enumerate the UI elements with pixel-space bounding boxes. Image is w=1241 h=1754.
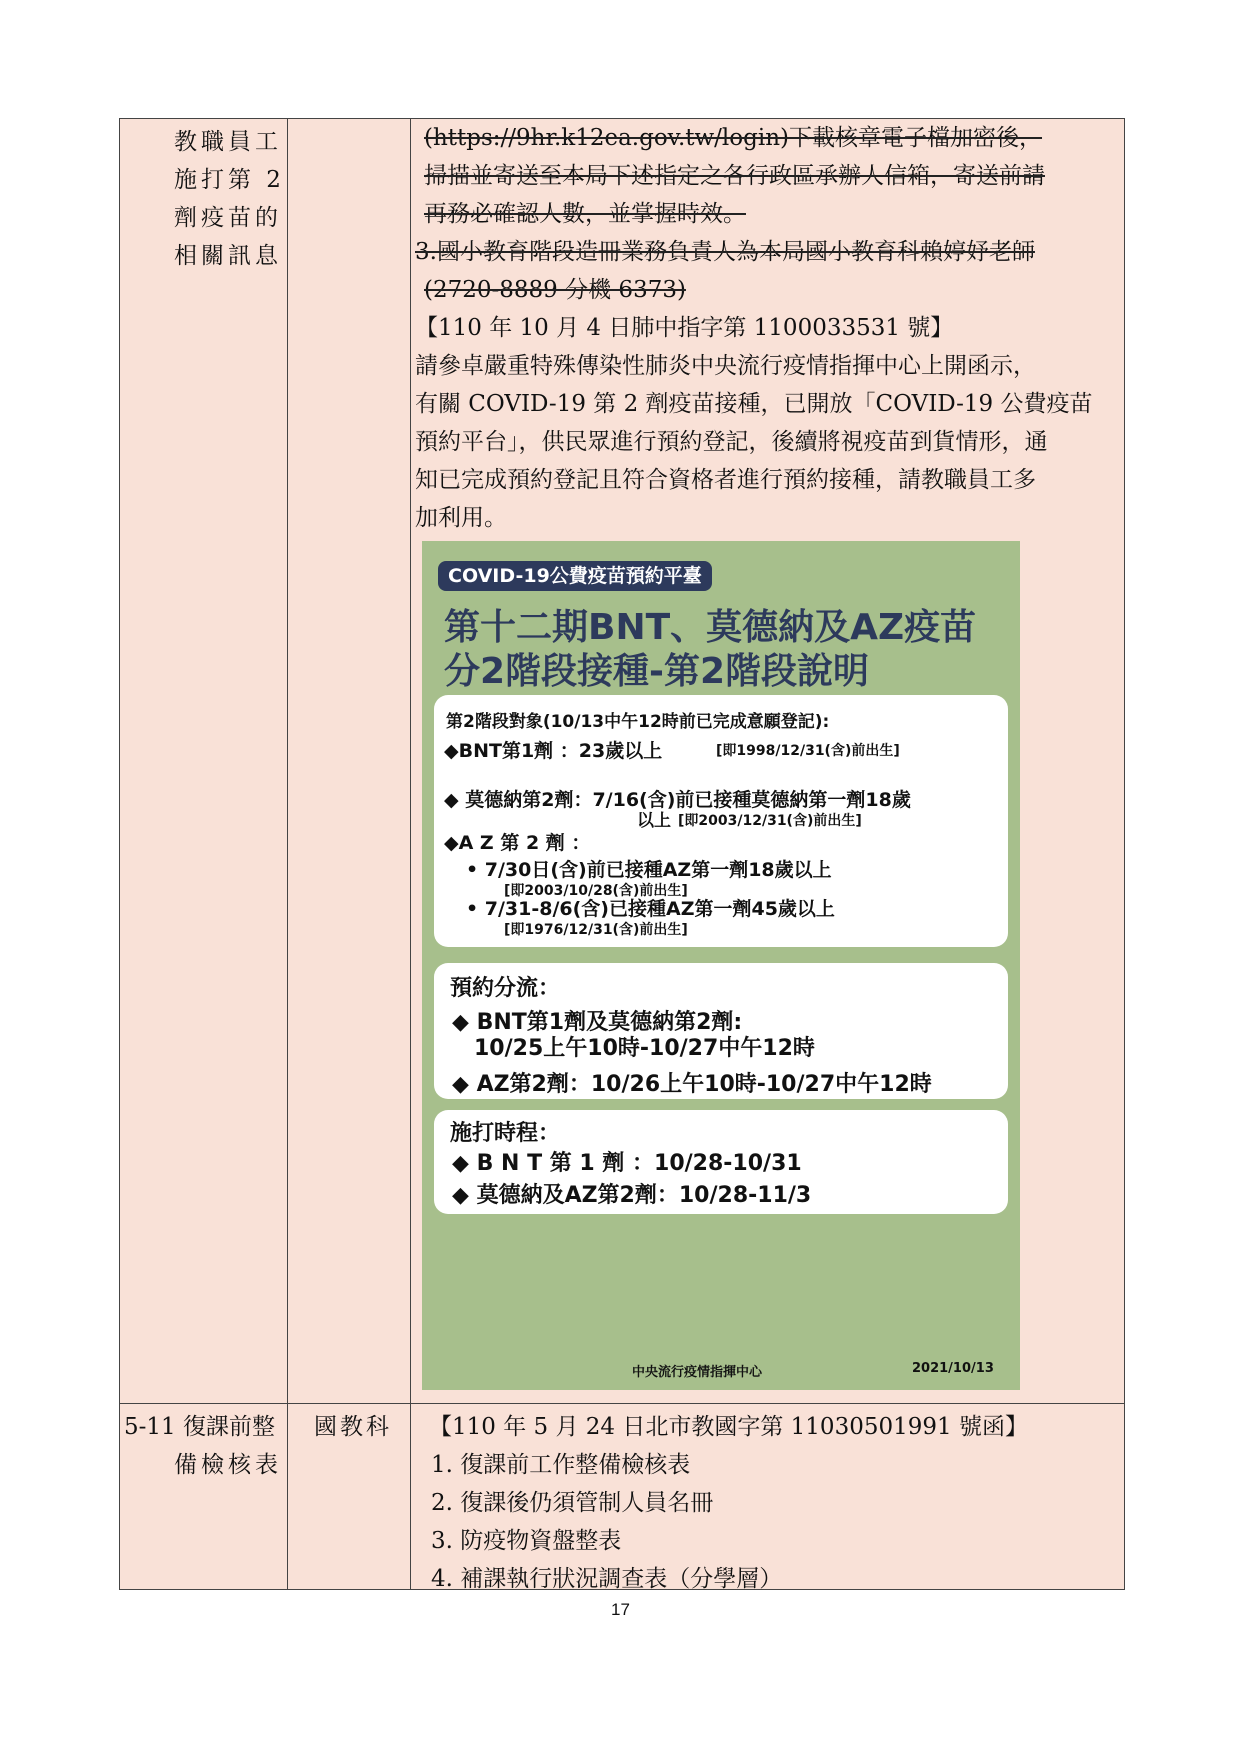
- az-note-2: [即1976/12/31(含)前出生]: [504, 922, 688, 938]
- row1-label-line: 相關訊息: [174, 243, 282, 269]
- body-line: 有關 COVID-19 第 2 劑疫苗接種，已開放「COVID-19 公費疫苗: [415, 391, 1093, 417]
- bnt-note: [即1998/12/31(含)前出生]: [716, 743, 900, 759]
- struck-line: 再務必確認人數，並掌握時效。: [424, 201, 746, 227]
- row1-dept-cell: [287, 118, 412, 1405]
- struck-line: (https://9hr.k12ea.gov.tw/login)下載核章電子檔加密後，: [424, 125, 1043, 151]
- row1-label-line: 劑疫苗的: [174, 205, 282, 231]
- schedule-line: ◆ 莫德納及AZ第2劑：10/28-11/3: [452, 1183, 812, 1208]
- dept-label: 國教科: [314, 1414, 392, 1440]
- reference-line: 【110 年 10 月 4 日肺中指字第 1100033531 號】: [415, 315, 954, 341]
- row1-label-line: 施打第 2: [174, 167, 285, 193]
- struck-line: (2720-8889 分機 6373): [424, 277, 686, 303]
- poster-footer-org: 中央流行疫情指揮中心: [632, 1365, 763, 1380]
- row2-label-cell: [119, 1403, 289, 1590]
- poster-title: 第十二期BNT、莫德納及AZ疫苗: [444, 607, 977, 648]
- row1-label-cell: [119, 118, 289, 1405]
- row2-dept-cell: [287, 1403, 412, 1590]
- booking-line: ◆ AZ第2劑：10/26上午10時-10/27中午12時: [452, 1072, 932, 1097]
- row2-label-line: 5-11 復課前整: [124, 1414, 275, 1440]
- page-number: 17: [611, 1600, 630, 1619]
- schedule-heading: 施打時程：: [450, 1121, 561, 1146]
- row2-label-line: 備檢核表: [174, 1452, 282, 1478]
- row2-content-cell: [410, 1403, 1125, 1590]
- schedule-line: ◆ B N T 第 1 劑 ：10/28-10/31: [452, 1151, 802, 1176]
- checklist-item: 1. 復課前工作整備檢核表: [431, 1452, 691, 1478]
- booking-line: 10/25上午10時-10/27中午12時: [474, 1036, 815, 1061]
- reference-line: 【110 年 5 月 24 日北市教國字第 11030501991 號函】: [429, 1414, 1028, 1440]
- poster-footer-date: 2021/10/13: [912, 1361, 994, 1376]
- schedule-box: [434, 1110, 1008, 1214]
- eligibility-heading: 第2階段對象(10/13中午12時前已完成意願登記):: [446, 712, 830, 732]
- moderna-line-2: 以上: [637, 811, 671, 831]
- moderna-note: [即2003/12/31(含)前出生]: [678, 813, 862, 829]
- body-line: 預約平台」，供民眾進行預約登記，後續將視疫苗到貨情形，通: [415, 429, 1048, 455]
- struck-line: 掃描並寄送至本局下述指定之各行政區承辦人信箱，寄送前請: [424, 163, 1045, 189]
- vaccine-poster: [422, 541, 1020, 1390]
- checklist-item: 2. 復課後仍須管制人員名冊: [431, 1490, 714, 1516]
- moderna-line: ◆ 莫德納第2劑：7/16(含)前已接種莫德納第一劑18歲: [444, 789, 911, 811]
- az-note-1: [即2003/10/28(含)前出生]: [504, 883, 688, 899]
- row1-label-line: 教職員工: [174, 129, 282, 155]
- poster-banner: COVID-19公費疫苗預約平臺: [438, 561, 712, 591]
- body-line: 請參卓嚴重特殊傳染性肺炎中央流行疫情指揮中心上開函示，: [415, 353, 1036, 379]
- struck-line: 3.國小教育階段造冊業務負責人為本局國小教育科賴婷妤老師: [415, 239, 1035, 265]
- az-line-2: • 7/31-8/6(含)已接種AZ第一劑45歲以上: [466, 898, 835, 920]
- az-line-1: • 7/30日(含)前已接種AZ第一劑18歲以上: [466, 859, 832, 881]
- checklist-item: 3. 防疫物資盤整表: [431, 1528, 622, 1554]
- az-line: ◆A Z 第 2 劑 ：: [444, 832, 591, 854]
- body-line: 知已完成預約登記且符合資格者進行預約接種，請教職員工多: [415, 467, 1036, 493]
- booking-heading: 預約分流：: [450, 976, 561, 1001]
- booking-box: [434, 963, 1008, 1099]
- booking-line: ◆ BNT第1劑及莫德納第2劑:: [452, 1010, 743, 1035]
- eligibility-box: [434, 695, 1008, 947]
- bnt-line: ◆BNT第1劑 ：23歲以上: [444, 740, 663, 762]
- body-line: 加利用。: [415, 505, 507, 531]
- poster-subtitle: 分2階段接種-第2階段說明: [444, 651, 870, 692]
- checklist-item: 4. 補課執行狀況調查表（分學層）: [431, 1566, 783, 1592]
